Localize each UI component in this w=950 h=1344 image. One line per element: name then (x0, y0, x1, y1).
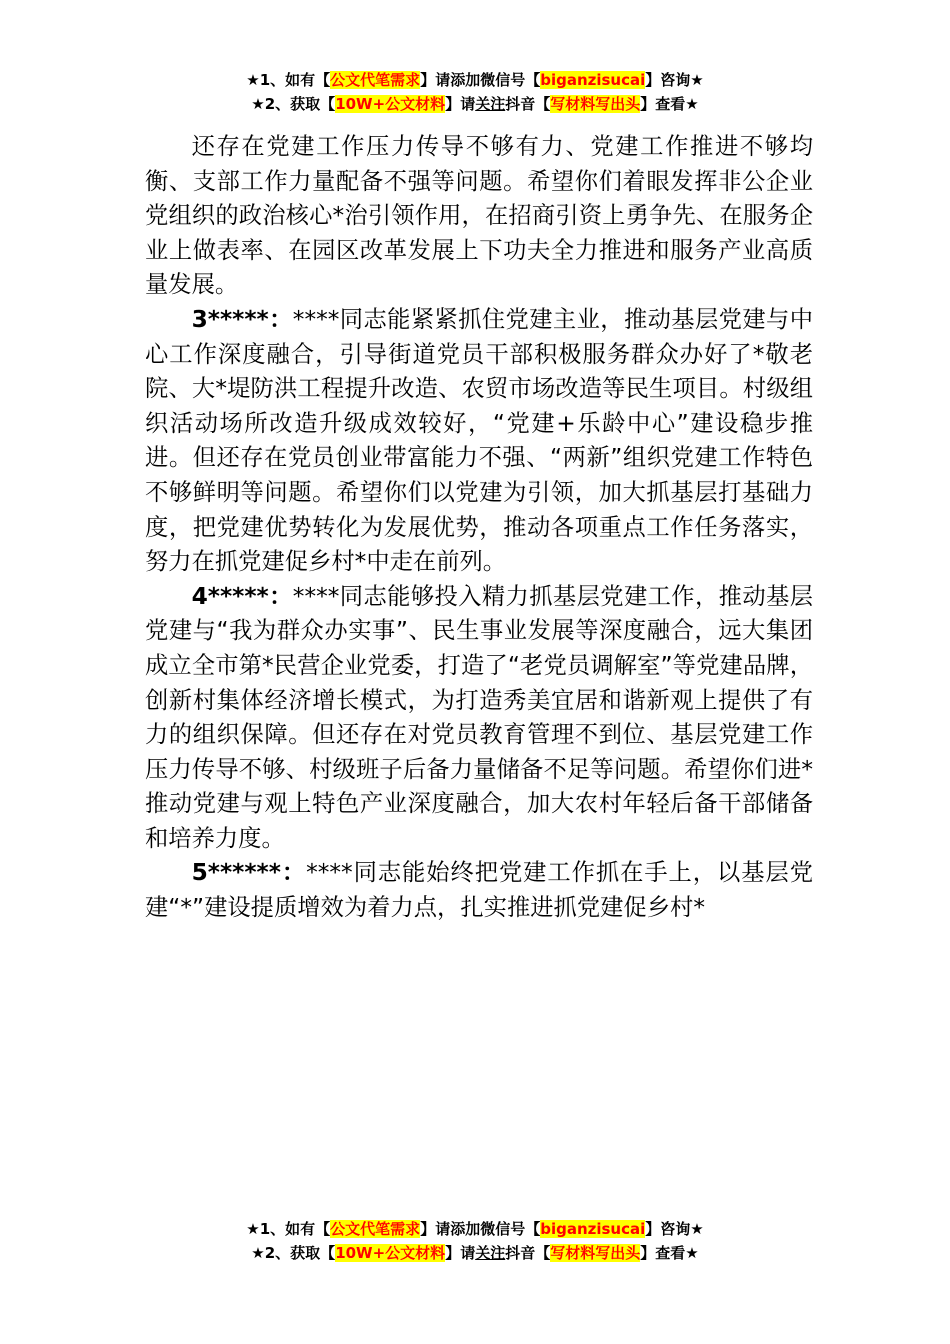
highlight-service: 公文代笔需求 (330, 71, 421, 89)
banner-text: 抖音【 (505, 1244, 551, 1262)
footer-banner (0, 1217, 950, 1265)
paragraph (145, 856, 813, 925)
banner-text: 】请 (445, 95, 476, 113)
banner-text: ★2、获取【 (251, 1244, 336, 1262)
banner-text: 抖音【 (505, 95, 551, 113)
paragraph (145, 580, 813, 857)
banner-line-2 (0, 92, 950, 116)
paragraph-text: ****同志能够投入精力抓基层党建工作，推动基层党建与“我为群众办实事”、民生事业发展等深度融合，远大集团成立全市第*民营企业党委，打造了“老党员调解室”等党建品牌，创新村集体经济增长模式，为打造秀美宜居和谐新观上提供了有力的组织保障。但还存在对党员教育管理不到位、基层党建工作压力传导不够、村级班子后备力量储备不足等问题。希望你们进*推动党建与观上特色产业深度融合，加大农村年轻后备干部储备和培养力度。 (145, 582, 813, 852)
underlined-follow: 关注 (475, 95, 506, 113)
banner-text: 】查看★ (640, 95, 699, 113)
banner-text: 】咨询★ (645, 1220, 704, 1238)
highlight-materials: 10W+公文材料 (335, 1244, 446, 1262)
paragraph-text: 还存在党建工作压力传导不够有力、党建工作推进不够均衡、支部工作力量配备不强等问题。希望你们着眼发挥非公企业党组织的政治核心*治引领作用，在招商引资上勇争先、在服务企业上做表率、在园区改革发展上下功夫全力推进和服务产业高质量发展。 (145, 133, 813, 299)
banner-line-1 (0, 1217, 950, 1241)
paragraph-lead: 5******： (191, 859, 307, 887)
highlight-materials: 10W+公文材料 (335, 95, 446, 113)
banner-text: ★1、如有【 (246, 1220, 331, 1238)
banner-text: 】查看★ (640, 1244, 699, 1262)
banner-line-2 (0, 1241, 950, 1265)
banner-text: ★1、如有【 (246, 71, 331, 89)
banner-text: 】请 (445, 1244, 476, 1262)
paragraph (145, 130, 813, 303)
paragraph-text: ****同志能始终把党建工作抓在手上，以基层党建“*”建设提质增效为着力点，扎实推进抓党建促乡村* (145, 859, 813, 922)
banner-text: ★2、获取【 (251, 95, 336, 113)
header-banner (0, 68, 950, 116)
banner-text: 】请添加微信号【 (420, 1220, 541, 1238)
banner-text: 】咨询★ (645, 71, 704, 89)
highlight-wechat-id: biganzisucai (540, 1220, 646, 1238)
banner-text: 】请添加微信号【 (420, 71, 541, 89)
highlight-account: 写材料写出头 (550, 1244, 641, 1262)
paragraph-lead: 3*****： (191, 305, 293, 333)
paragraph-lead: 4*****： (191, 582, 293, 610)
highlight-account: 写材料写出头 (550, 95, 641, 113)
underlined-follow: 关注 (475, 1244, 506, 1262)
document-body (145, 130, 813, 926)
paragraph-text: ****同志能紧紧抓住党建主业，推动基层党建与中心工作深度融合，引导街道党员干部积极服务群众办好了*敬老院、大*堤防洪工程提升改造、农贸市场改造等民生项目。村级组织活动场所改造升级成效较好，“党建+乐龄中心”建设稳步推进。但还存在党员创业带富能力不强、“两新”组织党建工作特色不够鲜明等问题。希望你们以党建为引领，加大抓基层打基础力度，把党建优势转化为发展优势，推动各项重点工作任务落实，努力在抓党建促乡村*中走在前列。 (145, 305, 813, 576)
banner-line-1 (0, 68, 950, 92)
highlight-service: 公文代笔需求 (330, 1220, 421, 1238)
highlight-wechat-id: biganzisucai (540, 71, 646, 89)
paragraph (145, 303, 813, 580)
